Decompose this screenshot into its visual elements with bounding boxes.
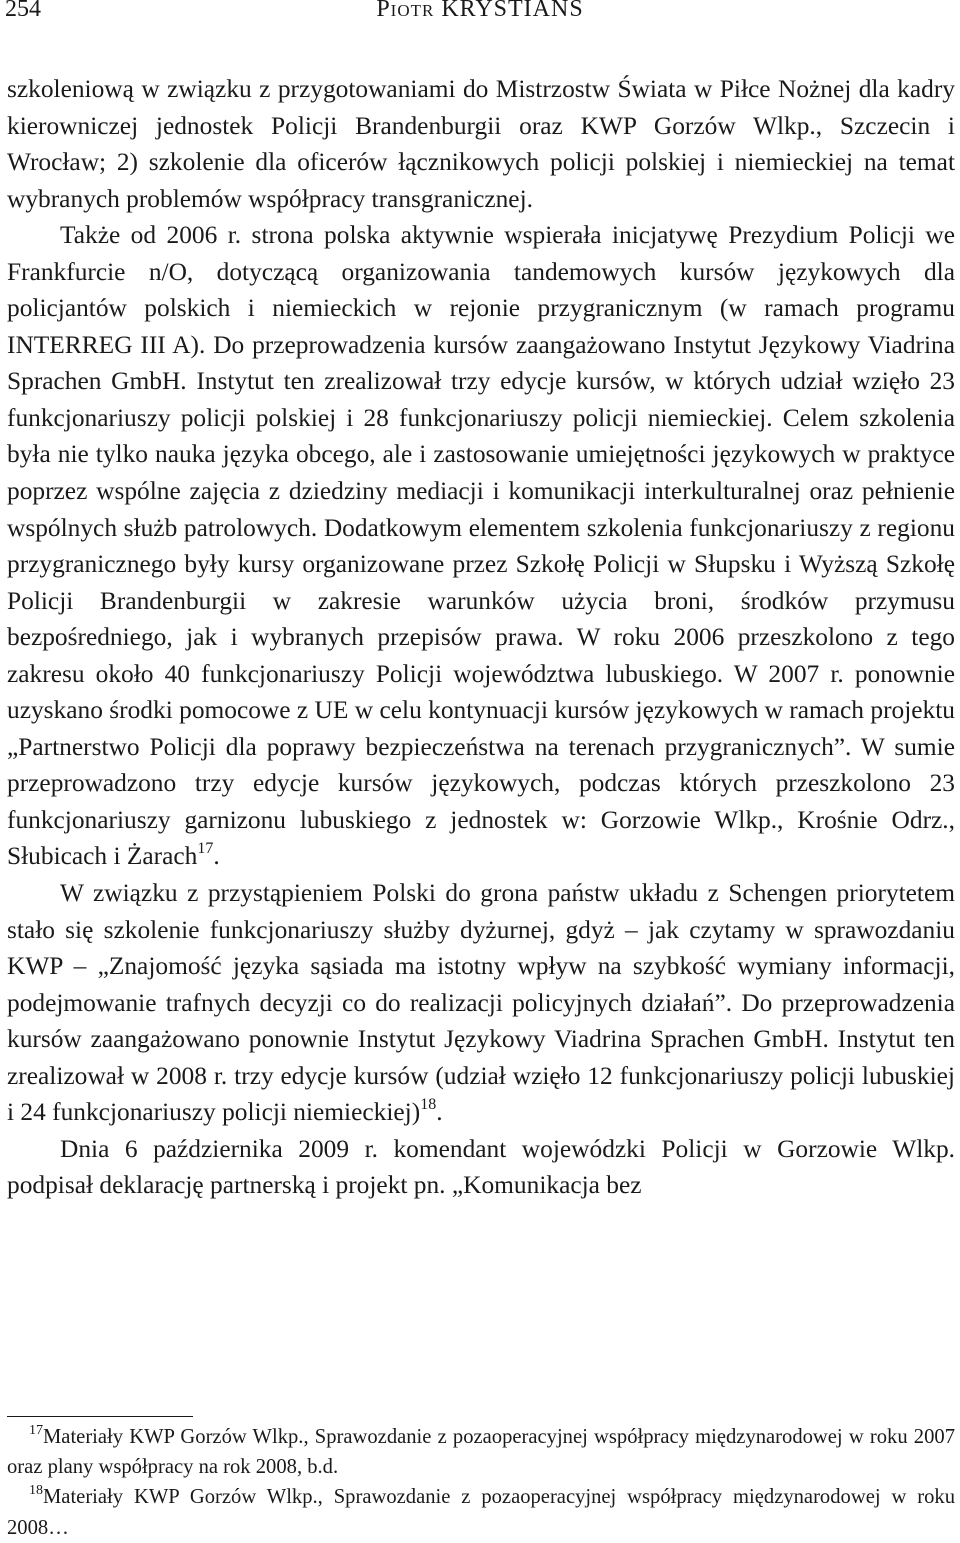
paragraph-1-text: szkoleniową w związku z przygotowaniami do Mistrzostw Świata w Piłce Nożnej dla kadry kierowniczej jednostek Policji Brandenburgii oraz KWP Gorzów Wlkp., Szczecin i Wrocław; 2) szkolenie dla oficerów łącznikowych policji polskiej i niemieckiej na temat wybranych problemów współpracy transgranicznej.: [7, 75, 955, 213]
footnote-ref-17: 17: [197, 840, 214, 858]
paragraph-1: [7, 71, 955, 217]
paragraph-2-end: .: [213, 842, 220, 871]
author-last-name: KRYSTIANS: [441, 0, 584, 22]
paragraph-3-text: W związku z przystąpieniem Polski do grona państw układu z Schengen priorytetem stało się szkolenie funkcjonariuszy służby dyżurnej, gdyż – jak czytamy w sprawozdaniu KWP – „Znajomość języka sąsiada ma istotny wpływ na szybkość wymiany informacji, podejmowanie trafnych decyzji co do realizacji policyjnych działań”. Do przeprowadzenia kursów zaangażowano ponownie Instytut Językowy Viadrina Sprachen GmbH. Instytut ten zrealizował w 2008 r. trzy edycje kursów (udział wzięło 12 funkcjonariuszy policji lubuskiej i 24 funkcjonariuszy policji niemieckiej): [7, 879, 955, 1127]
paragraph-2-text: Także od 2006 r. strona polska aktywnie wspierała inicjatywę Prezydium Policji we Frankfurcie n/O, dotyczącą organizowania tandemowych kursów językowych dla policjantów polskich i niemieckich w rejonie przygranicznym (w ramach programu INTERREG III A). Do przeprowadzenia kursów zaangażowano Instytut Językowy Viadrina Sprachen GmbH. Instytut ten zrealizował trzy edycje kursów, w których udział wzięło 23 funkcjonariuszy policji polskiej i 28 funkcjonariuszy policji niemieckiej. Celem szkolenia była nie tylko nauka języka obcego, ale i zastosowanie umiejętności językowych w praktyce poprzez wspólne zajęcia z dziedziny mediacji i komunikacji interkulturalnej oraz pełnienie wspólnych służb patrolowych. Dodatkowym elementem szkolenia funkcjonariuszy z regionu przygranicznego były kursy organizowane przez Szkołę Policji w Słupsku i Wyższą Szkołę Policji Brandenburgii w zakresie warunków użycia broni, środków przymusu bezpośredniego, jak i wybranych przepisów prawa. W roku 2006 przeszkolono z tego zakresu około 40 funkcjonariuszy Policji województwa lubuskiego. W 2007 r. ponownie uzyskano środki pomocowe z UE w celu kontynuacji kursów językowych w ramach projektu „Partnerstwo Policji dla poprawy bezpieczeństwa na terenach przygranicznych”. W sumie przeprowadzono trzy edycje kursów językowych, podczas których przeszkolono 23 funkcjonariuszy garnizonu lubuskiego z jednostek w: Gorzowie Wlkp., Krośnie Odrz., Słubicach i Żarach: [7, 221, 955, 871]
paragraph-2: [7, 217, 955, 875]
running-header: [5, 0, 955, 32]
footnotes: [7, 1422, 955, 1543]
footnote-separator: [7, 1416, 193, 1417]
paragraph-3: [7, 875, 955, 1131]
footnote-text: Materiały KWP Gorzów Wlkp., Sprawozdanie z pozaoperacyjnej współpracy międzynarodowej w roku 2008…: [7, 1486, 955, 1539]
paragraph-4: [7, 1131, 955, 1204]
paragraph-4-text: Dnia 6 października 2009 r. komendant wojewódzki Policji w Gorzowie Wlkp. podpisał deklarację partnerską i projekt pn. „Komunikacja bez: [7, 1134, 955, 1200]
footnote-number: 18: [29, 1483, 43, 1499]
page-number: 254: [5, 0, 41, 22]
paragraph-3-end: .: [436, 1098, 443, 1127]
running-title: [5, 0, 955, 23]
author-first-name: Piotr: [376, 0, 435, 22]
footnote-17: [7, 1422, 955, 1482]
footnote-text: Materiały KWP Gorzów Wlkp., Sprawozdanie z pozaoperacyjnej współpracy międzynarodowej w roku 2007 oraz plany współpracy na rok 2008, b.d.: [7, 1426, 955, 1479]
footnote-number: 17: [29, 1423, 43, 1438]
footnote-ref-18: 18: [420, 1096, 437, 1114]
body-text: [7, 71, 955, 1204]
footnote-18: [7, 1482, 955, 1542]
